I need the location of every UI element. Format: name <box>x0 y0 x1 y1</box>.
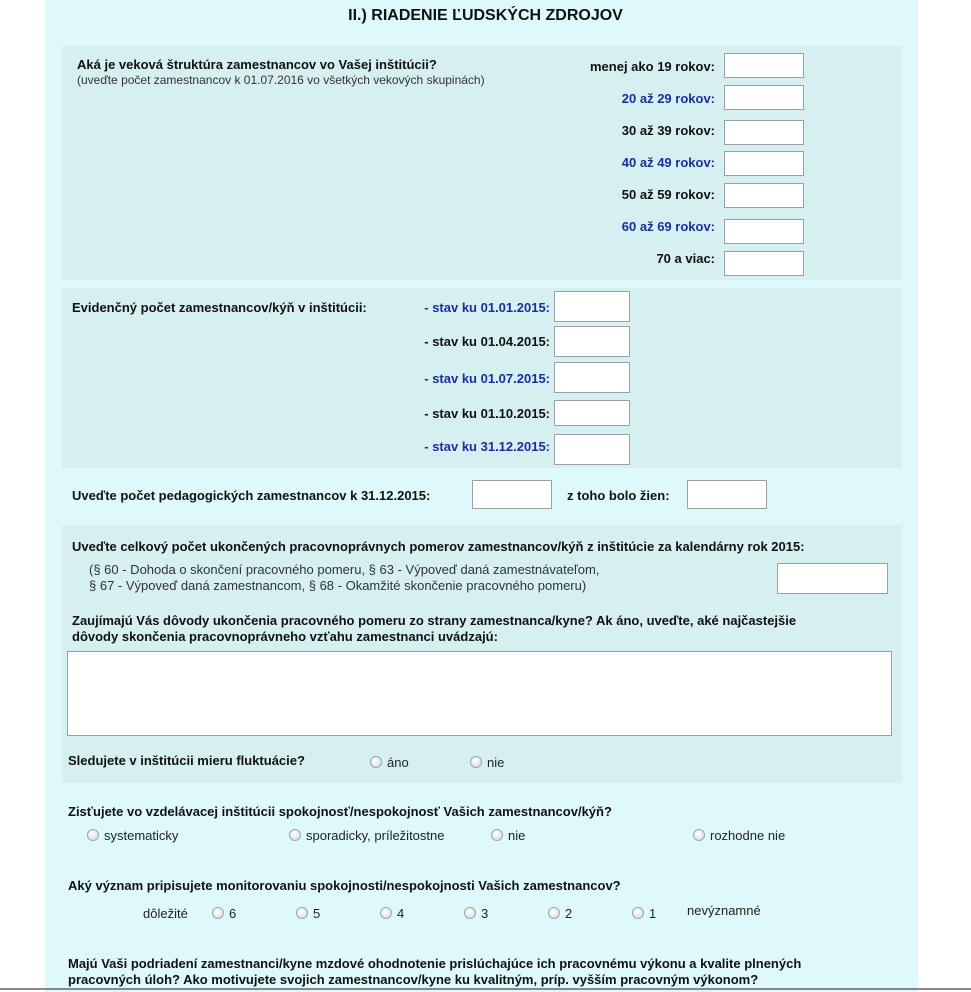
age-label-60-69: 60 až 69 rokov: <box>621 219 715 234</box>
importance-6-radio[interactable] <box>212 907 224 919</box>
age-question: Aká je veková štruktúra zamestnancov vo Vašej inštitúcii? <box>77 57 437 72</box>
headcount-label-3112: - stav ku 31.12.2015: <box>424 439 550 454</box>
importance-1-label: 1 <box>649 906 657 921</box>
importance-1-radio[interactable] <box>632 907 644 919</box>
pedagogic-question: Uveďte počet pedagogických zamestnancov k 31.12.2015: <box>72 488 431 503</box>
age-input-under-19[interactable] <box>724 53 804 78</box>
importance-question: Aký význam pripisujete monitorovaniu spokojnosti/nespokojnosti Vašich zamestnancov? <box>68 878 621 893</box>
reasons-question-2: dôvody skončenia pracovnoprávneho vzťahu zamestnanci uvádzajú: <box>72 629 498 644</box>
importance-2-label: 2 <box>565 906 573 921</box>
age-label-70-plus: 70 a viac: <box>656 251 715 266</box>
headcount-input-0101[interactable] <box>554 291 630 322</box>
age-label-40-49: 40 až 49 rokov: <box>621 155 715 170</box>
age-input-40-49[interactable] <box>724 151 804 176</box>
age-label-30-39: 30 až 39 rokov: <box>621 123 715 138</box>
importance-4-label: 4 <box>397 906 405 921</box>
age-label-50-59: 50 až 59 rokov: <box>621 187 715 202</box>
salary-question-1: Majú Vaši podriadení zamestnanci/kyne mzdové ohodnotenie prislúchajúce ich pracovnému výkonu a kvalite plnených <box>68 956 802 971</box>
headcount-input-0110[interactable] <box>554 400 630 426</box>
age-label-under-19: menej ako 19 rokov: <box>590 59 715 74</box>
satisfaction-sporadic-radio[interactable] <box>289 829 301 841</box>
terminations-note-1: (§ 60 - Dohoda o skončení pracovného pomeru, § 63 - Výpoveď daná zamestnávateľom, <box>89 562 600 577</box>
satisfaction-sporadic-label: sporadicky, príležitostne <box>306 828 445 843</box>
importance-5-label: 5 <box>313 906 321 921</box>
headcount-label-0110: - stav ku 01.10.2015: <box>424 406 550 421</box>
age-note: (uveďte počet zamestnancov k 01.07.2016 vo všetkých vekových skupinách) <box>77 73 485 87</box>
satisfaction-no-radio[interactable] <box>491 829 503 841</box>
headcount-question: Evidenčný počet zamestnancov/kýň v inštitúcii: <box>72 300 367 315</box>
age-input-20-29[interactable] <box>724 85 804 110</box>
section-title: II.) RIADENIE ĽUDSKÝCH ZDROJOV <box>348 7 623 24</box>
importance-3-label: 3 <box>481 906 489 921</box>
terminations-note-2: § 67 - Výpoveď daná zamestnancom, § 68 - Okamžité skončenie pracovného pomeru) <box>89 578 587 593</box>
pedagogic-women-input[interactable] <box>687 480 767 509</box>
fluctuation-question: Sledujete v inštitúcii mieru fluktuácie? <box>68 753 305 768</box>
salary-question-2: pracovných úloh? Ako motivujete svojich zamestnancov/kyne ku kvalitným, príp. vyšším pracovným výkonom? <box>68 972 759 987</box>
satisfaction-no-label: nie <box>508 828 526 843</box>
importance-2-radio[interactable] <box>548 907 560 919</box>
importance-low-label: dôležité <box>143 906 188 921</box>
headcount-input-0107[interactable] <box>554 362 630 393</box>
importance-3-radio[interactable] <box>464 907 476 919</box>
reasons-textarea[interactable] <box>67 651 892 736</box>
age-input-30-39[interactable] <box>724 120 804 145</box>
age-label-20-29: 20 až 29 rokov: <box>621 91 715 106</box>
importance-5-radio[interactable] <box>296 907 308 919</box>
satisfaction-definitely-no-radio[interactable] <box>693 829 705 841</box>
headcount-label-0104: - stav ku 01.04.2015: <box>424 334 550 349</box>
page-bottom-border <box>0 988 971 990</box>
pedagogic-input[interactable] <box>472 480 552 509</box>
satisfaction-systematic-radio[interactable] <box>87 829 99 841</box>
satisfaction-definitely-no-label: rozhodne nie <box>710 828 786 843</box>
headcount-input-3112[interactable] <box>554 434 630 465</box>
terminations-question: Uveďte celkový počet ukončených pracovnoprávnych pomerov zamestnancov/kýň z inštitúcie za kalendárny rok 2015: <box>72 539 805 554</box>
age-input-50-59[interactable] <box>724 183 804 208</box>
reasons-question-1: Zaujímajú Vás dôvody ukončenia pracovného pomeru zo strany zamestnanca/kyne? Ak áno, uveďte, aké najčastejšie <box>72 613 797 628</box>
headcount-input-0104[interactable] <box>554 326 630 357</box>
headcount-label-0101: - stav ku 01.01.2015: <box>424 300 550 315</box>
terminations-input[interactable] <box>777 563 888 594</box>
importance-high-label: nevýznamné <box>687 903 761 918</box>
satisfaction-systematic-label: systematicky <box>104 828 179 843</box>
fluctuation-no-radio[interactable] <box>470 756 482 768</box>
age-input-70-plus[interactable] <box>724 251 804 276</box>
fluctuation-yes-label: áno <box>387 755 409 770</box>
fluctuation-no-label: nie <box>487 755 505 770</box>
pedagogic-women-label: z toho bolo žien: <box>567 488 670 503</box>
headcount-label-0107: - stav ku 01.07.2015: <box>424 371 550 386</box>
age-input-60-69[interactable] <box>724 219 804 244</box>
importance-4-radio[interactable] <box>380 907 392 919</box>
fluctuation-yes-radio[interactable] <box>370 756 382 768</box>
satisfaction-question: Zisťujete vo vzdelávacej inštitúcii spokojnosť/nespokojnosť Vašich zamestnancov/kýň? <box>68 804 612 819</box>
importance-6-label: 6 <box>229 906 237 921</box>
